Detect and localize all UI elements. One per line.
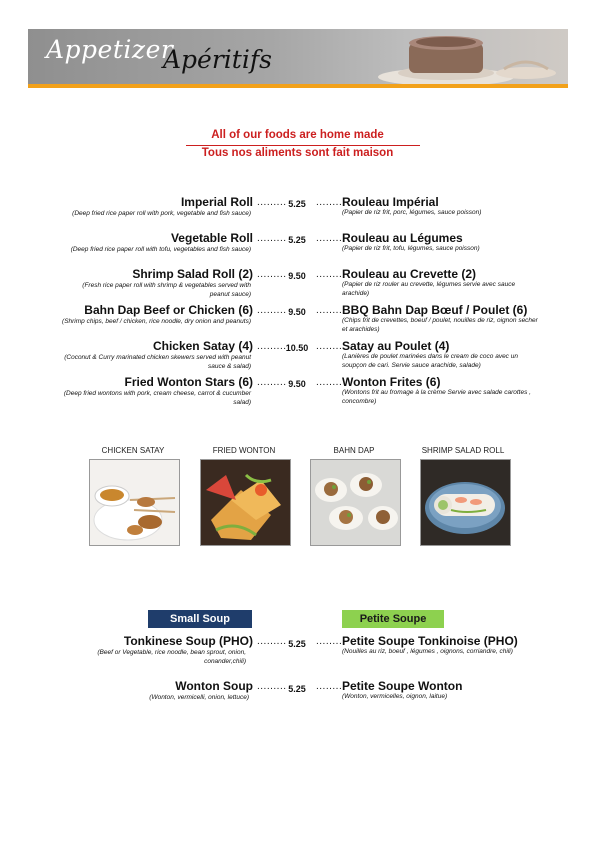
item-name-french: Rouleau Impérial bbox=[342, 195, 439, 209]
leader-dots: ........ bbox=[316, 197, 343, 208]
photo-label-bahn-dap: BAHN DAP bbox=[333, 446, 375, 455]
leader-dots: ......... bbox=[257, 197, 287, 208]
item-name-english: Tonkinese Soup (PHO) bbox=[123, 634, 253, 648]
item-description-english: (Shrimp chips, beef / chicken, rice noodle, dry onion and peanuts) bbox=[62, 318, 251, 325]
leader-dots: ......... bbox=[257, 636, 287, 647]
chicken-satay-photo bbox=[89, 459, 180, 546]
item-name-french: Petite Soupe Tonkinoise (PHO) bbox=[342, 634, 518, 648]
item-description-french: (Wonton, vermicelles, oignon, laitue) bbox=[342, 693, 448, 700]
item-name-english: Fried Wonton Stars (6) bbox=[124, 375, 253, 389]
item-description-french: (Lanières de poulet marinées dans le cream de coco avec un soupçon de cari. Servie sauce arachide, salade) bbox=[342, 353, 518, 369]
leader-dots: ........ bbox=[316, 377, 343, 388]
item-name-english: Bahn Dap Beef or Chicken (6) bbox=[84, 303, 253, 317]
item-price: 9.50 bbox=[288, 307, 306, 317]
leader-dots: ........ bbox=[316, 233, 343, 244]
item-name-english: Chicken Satay (4) bbox=[152, 339, 253, 353]
item-description-english: (Fresh rice paper roll with shrimp & vegetables served with peanut sauce) bbox=[82, 282, 251, 298]
banner-title-french: Apéritifs bbox=[163, 45, 272, 74]
item-description-english: (Coconut & Curry marinated chicken skewers served with peanut sauce & salad) bbox=[64, 354, 251, 370]
item-price: 5.25 bbox=[288, 235, 306, 245]
photo-label-chicken-satay: CHICKEN SATAY bbox=[101, 446, 165, 455]
photo-label-shrimp-salad-roll: SHRIMP SALAD ROLL bbox=[421, 446, 505, 455]
homemade-notice-english: All of our foods are home made bbox=[211, 129, 384, 141]
section-tag-small-soup: Small Soup bbox=[148, 610, 252, 628]
leader-dots: ........ bbox=[316, 636, 343, 647]
leader-dots: ........ bbox=[316, 305, 343, 316]
item-name-french: BBQ Bahn Dap Bœuf / Poulet (6) bbox=[342, 303, 528, 317]
leader-dots: ........ bbox=[316, 269, 343, 280]
item-description-french: (Papier de riz frit, tofu, légumes, sauce poisson) bbox=[342, 245, 480, 252]
item-description-english: (Deep fried rice paper roll with pork, vegetable and fish sauce) bbox=[72, 210, 251, 217]
leader-dots: ......... bbox=[257, 269, 287, 280]
leader-dots: ......... bbox=[257, 305, 287, 316]
item-description-french: (Nouilles au riz, boeuf , légumes , oignons, corriandre, chili) bbox=[342, 648, 513, 655]
item-name-english: Vegetable Roll bbox=[170, 231, 253, 245]
item-name-english: Shrimp Salad Roll (2) bbox=[132, 267, 253, 281]
item-name-french: Rouleau au Légumes bbox=[342, 231, 463, 245]
item-price: 5.25 bbox=[288, 199, 306, 209]
item-name-french: Satay au Poulet (4) bbox=[342, 339, 450, 353]
leader-dots: ........ bbox=[316, 681, 343, 692]
item-price: 9.50 bbox=[288, 271, 306, 281]
item-description-french: (Papier de riz rouler au crevette, légumes servie avec sauce arachide) bbox=[342, 281, 516, 297]
homemade-notice-french: Tous nos aliments sont fait maison bbox=[201, 147, 394, 159]
shrimp-salad-roll-photo bbox=[420, 459, 511, 546]
item-name-french: Wonton Frites (6) bbox=[342, 375, 441, 389]
item-description-english: (Deep fried rice paper roll with tofu, vegetables and fish sauce) bbox=[70, 246, 251, 253]
item-name-english: Wonton Soup bbox=[175, 679, 253, 693]
header-banner bbox=[28, 29, 568, 85]
item-price: 5.25 bbox=[288, 684, 306, 694]
item-description-french: (Wontons frit au fromage à la crème Servie avec salade carottes , concombre) bbox=[342, 389, 531, 405]
item-name-french: Petite Soupe Wonton bbox=[342, 679, 463, 693]
notice-divider bbox=[186, 145, 420, 146]
banner-accent-bar bbox=[28, 84, 568, 88]
item-description-french: (Chips frit de crevettes, boeuf / poulet, nouilles de riz, oignon secher et arachides) bbox=[342, 317, 538, 333]
banner-title-english: Appetizer bbox=[46, 35, 174, 64]
item-price: 9.50 bbox=[288, 379, 306, 389]
item-description-french: (Papier de riz frit, porc, légumes, sauce poisson) bbox=[342, 209, 482, 216]
item-name-english: Imperial Roll bbox=[180, 195, 253, 209]
leader-dots: ........ bbox=[316, 341, 343, 352]
bahn-dap-photo bbox=[310, 459, 401, 546]
item-description-english: (Beef or Vegetable, rice noodle, bean sprout, onion, conander,chili) bbox=[97, 649, 246, 665]
leader-dots: ......... bbox=[257, 377, 287, 388]
leader-dots: ......... bbox=[257, 233, 287, 244]
item-price: 10.50 bbox=[285, 343, 309, 353]
item-price: 5.25 bbox=[288, 639, 306, 649]
photo-label-fried-wonton: FRIED WONTON bbox=[212, 446, 276, 455]
leader-dots: ......... bbox=[257, 681, 287, 692]
section-tag-petite-soupe: Petite Soupe bbox=[342, 610, 444, 628]
leader-dots: ......... bbox=[257, 341, 287, 352]
item-description-english: (Deep fried wontons with pork, cream cheese, carrot & cucumber salad) bbox=[63, 390, 251, 406]
fried-wonton-photo bbox=[200, 459, 291, 546]
item-name-french: Rouleau au Crevette (2) bbox=[342, 267, 477, 281]
item-description-english: (Wonton, vermicelli, onion, lettuce) bbox=[149, 694, 249, 701]
banner-dessert-image bbox=[376, 29, 566, 85]
